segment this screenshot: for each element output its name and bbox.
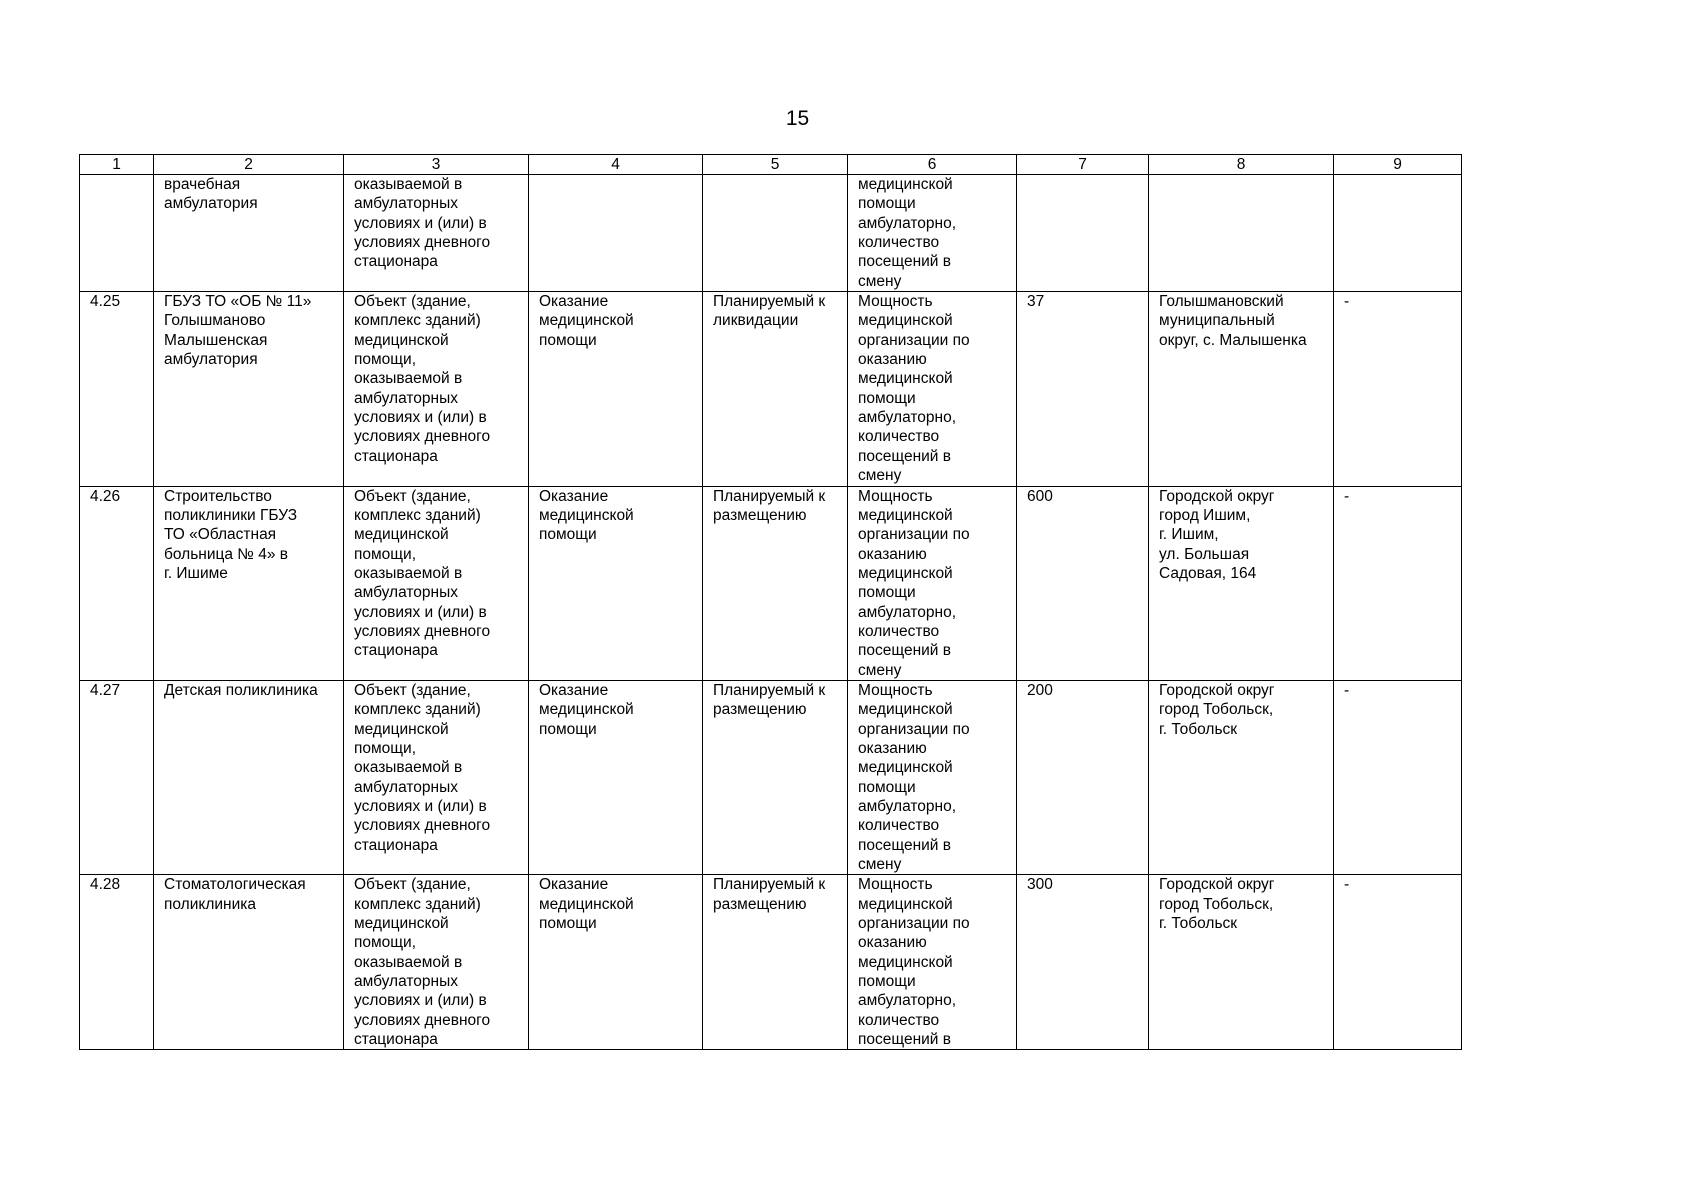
column-header: 8 (1149, 155, 1334, 175)
object-status (703, 175, 848, 292)
capacity-description: Мощность медицинской организации по оказанию медицинской помощи амбулаторно, количество посещений в смену (848, 292, 1017, 486)
capacity-description: медицинской помощи амбулаторно, количество посещений в смену (848, 175, 1017, 292)
capacity-description: Мощность медицинской организации по оказанию медицинской помощи амбулаторно, количество посещений в смену (848, 680, 1017, 874)
object-status: Планируемый к размещению (703, 486, 848, 680)
capacity-description: Мощность медицинской организации по оказанию медицинской помощи амбулаторно, количество посещений в смену (848, 486, 1017, 680)
object-type: Объект (здание, комплекс зданий) медицинской помощи, оказываемой в амбулаторных условиях и (или) в условиях дневного стационара (344, 292, 529, 486)
object-name: Строительство поликлиники ГБУЗ ТО «Областная больница № 4» в г. Ишиме (154, 486, 344, 680)
object-type: Объект (здание, комплекс зданий) медицинской помощи, оказываемой в амбулаторных условиях и (или) в условиях дневного стационара (344, 486, 529, 680)
column-header: 4 (529, 155, 703, 175)
object-purpose: Оказание медицинской помощи (529, 486, 703, 680)
object-name: Стоматологическая поликлиника (154, 875, 344, 1050)
object-status: Планируемый к размещению (703, 680, 848, 874)
object-location (1149, 175, 1334, 292)
table-row (80, 486, 1462, 680)
item-number: 4.26 (80, 486, 154, 680)
object-purpose (529, 175, 703, 292)
object-location: Городской округ город Ишим, г. Ишим, ул. Большая Садовая, 164 (1149, 486, 1334, 680)
column-header: 5 (703, 155, 848, 175)
zone-info: - (1334, 875, 1462, 1050)
column-header: 2 (154, 155, 344, 175)
capacity-value: 37 (1017, 292, 1149, 486)
object-status: Планируемый к ликвидации (703, 292, 848, 486)
object-location: Городской округ город Тобольск, г. Тобольск (1149, 680, 1334, 874)
column-number-row (80, 155, 1462, 175)
capacity-value: 300 (1017, 875, 1149, 1050)
object-type: оказываемой в амбулаторных условиях и (или) в условиях дневного стационара (344, 175, 529, 292)
object-purpose: Оказание медицинской помощи (529, 680, 703, 874)
item-number: 4.27 (80, 680, 154, 874)
objects-table (79, 154, 1462, 1050)
column-header: 6 (848, 155, 1017, 175)
column-header: 7 (1017, 155, 1149, 175)
object-purpose: Оказание медицинской помощи (529, 875, 703, 1050)
item-number: 4.28 (80, 875, 154, 1050)
column-header: 9 (1334, 155, 1462, 175)
object-type: Объект (здание, комплекс зданий) медицинской помощи, оказываемой в амбулаторных условиях и (или) в условиях дневного стационара (344, 680, 529, 874)
column-header: 1 (80, 155, 154, 175)
object-status: Планируемый к размещению (703, 875, 848, 1050)
zone-info (1334, 175, 1462, 292)
object-name: врачебная амбулатория (154, 175, 344, 292)
zone-info: - (1334, 486, 1462, 680)
table-row (80, 175, 1462, 292)
capacity-value (1017, 175, 1149, 292)
page-number: 15 (785, 107, 810, 130)
object-name: ГБУЗ ТО «ОБ № 11» Голышманово Малышенская амбулатория (154, 292, 344, 486)
capacity-value: 200 (1017, 680, 1149, 874)
capacity-description: Мощность медицинской организации по оказанию медицинской помощи амбулаторно, количество посещений в (848, 875, 1017, 1050)
table-row (80, 680, 1462, 874)
column-header: 3 (344, 155, 529, 175)
object-type: Объект (здание, комплекс зданий) медицинской помощи, оказываемой в амбулаторных условиях и (или) в условиях дневного стационара (344, 875, 529, 1050)
item-number: 4.25 (80, 292, 154, 486)
zone-info: - (1334, 292, 1462, 486)
capacity-value: 600 (1017, 486, 1149, 680)
object-name: Детская поликлиника (154, 680, 344, 874)
object-purpose: Оказание медицинской помощи (529, 292, 703, 486)
object-location: Городской округ город Тобольск, г. Тобольск (1149, 875, 1334, 1050)
zone-info: - (1334, 680, 1462, 874)
object-location: Голышмановский муниципальный округ, с. Малышенка (1149, 292, 1334, 486)
item-number (80, 175, 154, 292)
table-row (80, 875, 1462, 1050)
table-row (80, 292, 1462, 486)
